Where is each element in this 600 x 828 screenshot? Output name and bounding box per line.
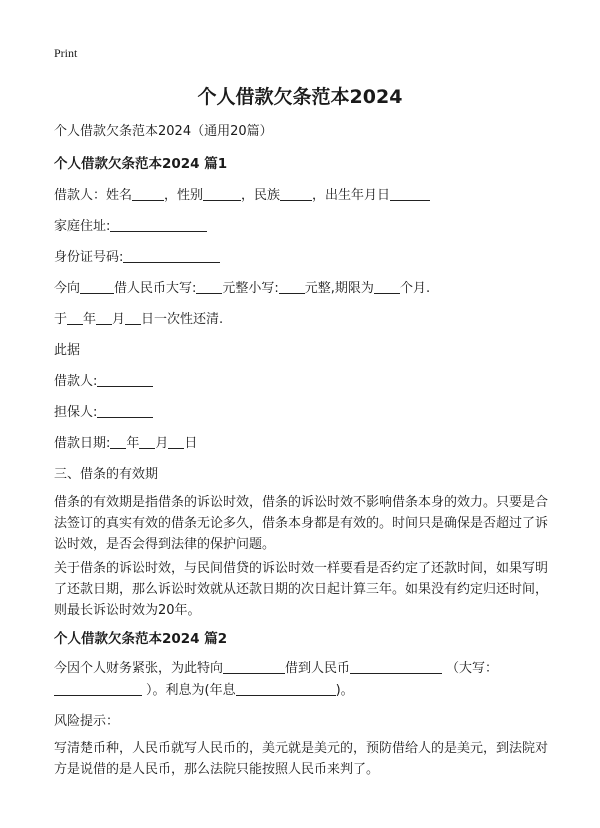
id-label: 身份证号码: xyxy=(54,250,124,265)
repay-line xyxy=(54,308,223,327)
section2-upper-label: （大写： xyxy=(446,661,499,676)
risk-paragraph: 写清楚币种，人民币就写人民币的，美元就是美元的，预防借给人的是美元，到法院对方是说借的是人民币，那么法院只能按照人民币来判了。 xyxy=(54,741,549,777)
birthdate-blank xyxy=(390,187,430,201)
print-link[interactable]: Print xyxy=(54,46,78,60)
repay-prefix: 于 xyxy=(54,312,68,327)
months-label: 个月. xyxy=(399,281,431,296)
section2-upper-blank xyxy=(54,682,142,696)
repay-year-label: 年 xyxy=(83,312,97,327)
guarantor-sign-label: 担保人: xyxy=(54,405,98,420)
ethnicity-label: ，民族 xyxy=(241,188,281,203)
loan-date-line xyxy=(54,432,197,451)
name-blank xyxy=(132,187,164,201)
address-blank xyxy=(110,218,207,232)
id-blank xyxy=(123,249,220,263)
evidence-text: 此据 xyxy=(54,343,81,358)
loan-month-blank xyxy=(139,435,155,449)
term-label: 元整,期限为 xyxy=(304,281,374,296)
loan-to-label: 今向 xyxy=(54,281,81,296)
borrower-sign-blank xyxy=(97,373,153,387)
id-line xyxy=(54,246,220,265)
document-subtitle: 个人借款欠条范本2024（通用20篇） xyxy=(54,124,273,139)
amount-lower-blank xyxy=(279,280,305,294)
guarantor-sign-line xyxy=(54,401,153,420)
gender-blank xyxy=(203,187,241,201)
repay-day-blank xyxy=(125,311,141,325)
loan-line xyxy=(54,277,430,296)
borrower-sign-label: 借款人: xyxy=(54,374,98,389)
section2-heading: 个人借款欠条范本2024 篇2 xyxy=(54,631,228,647)
section2-amount-label: 借到人民币 xyxy=(285,661,351,676)
section2-amount-blank xyxy=(350,660,442,674)
amount-upper-label: 借人民币大写: xyxy=(114,281,197,296)
document-title: 个人借款欠条范本2024 xyxy=(197,86,403,108)
section2-loan-line-1 xyxy=(54,657,498,676)
birthdate-label: ，出生年月日 xyxy=(312,188,391,203)
validity-paragraph-1: 借条的有效期是指借条的诉讼时效，借条的诉讼时效不影响借条本身的效力。只要是合法签订的真实有效的借条无论多久，借条本身都是有效的。时间只是确保是否超过了诉讼时效，是否会得到法律的保护问题。 xyxy=(54,495,549,552)
repay-month-label: 月 xyxy=(112,312,126,327)
term-blank xyxy=(374,280,400,294)
section2-loan-line-2 xyxy=(54,679,354,698)
repay-month-blank xyxy=(96,311,112,325)
borrower-sign-line xyxy=(54,370,153,389)
loan-month-label: 月 xyxy=(155,436,169,451)
validity-heading: 三、借条的有效期 xyxy=(54,467,159,482)
section2-lender-blank xyxy=(223,660,285,674)
amount-lower-label: 元整小写: xyxy=(222,281,279,296)
borrower-info-line xyxy=(54,184,430,203)
section1-heading: 个人借款欠条范本2024 篇1 xyxy=(54,156,228,172)
loan-day-label: 日 xyxy=(184,436,198,451)
loan-day-blank xyxy=(168,435,184,449)
borrower-name-label: 借款人：姓名 xyxy=(54,188,133,203)
section2-interest-suffix: )。 xyxy=(335,683,354,698)
gender-label: ，性别 xyxy=(164,188,204,203)
lender-blank xyxy=(80,280,114,294)
section2-loan-prefix: 今因个人财务紧张，为此特向 xyxy=(54,661,224,676)
loan-year-label: 年 xyxy=(126,436,140,451)
section2-interest-blank xyxy=(236,682,336,696)
amount-upper-blank xyxy=(196,280,222,294)
ethnicity-blank xyxy=(280,187,312,201)
loan-date-label: 借款日期: xyxy=(54,436,111,451)
risk-label: 风险提示： xyxy=(54,714,120,729)
repay-day-label: 日一次性还清. xyxy=(141,312,224,327)
validity-paragraph-2: 关于借条的诉讼时效，与民间借贷的诉讼时效一样要看是否约定了还款时间，如果写明了还款日期，那么诉讼时效就从还款日期的次日起计算三年。如果没有约定归还时间，则最长诉讼时效为20年。 xyxy=(54,561,549,618)
address-label: 家庭住址: xyxy=(54,219,111,234)
loan-year-blank xyxy=(110,435,126,449)
repay-year-blank xyxy=(67,311,83,325)
section2-interest-label: ）。利息为(年息 xyxy=(146,683,236,698)
address-line xyxy=(54,215,207,234)
guarantor-sign-blank xyxy=(97,404,153,418)
